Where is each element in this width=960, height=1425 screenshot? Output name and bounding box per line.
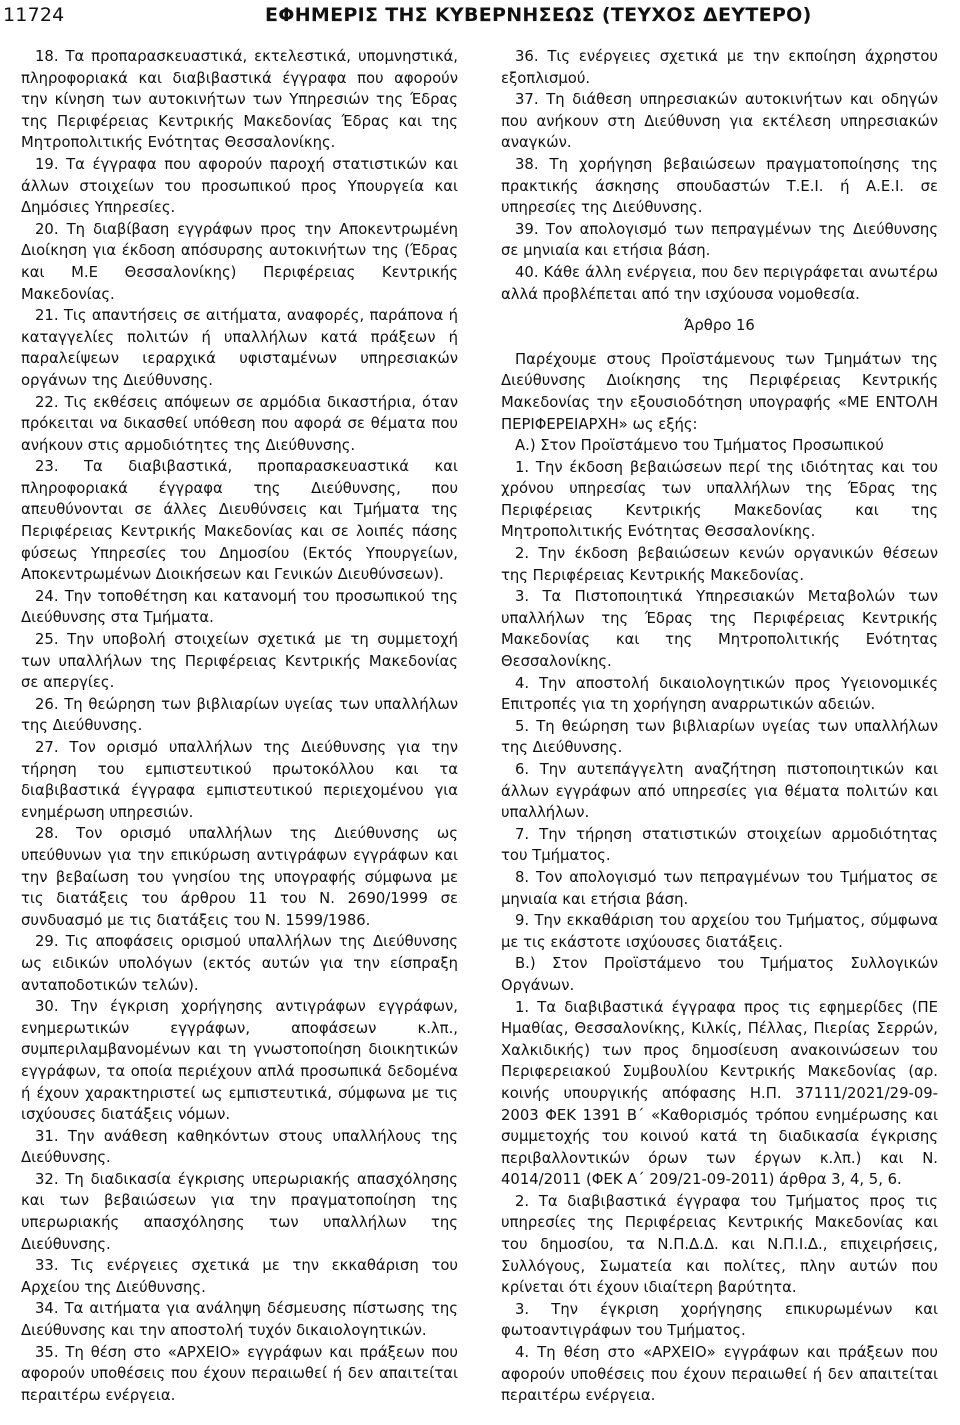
article-heading: Άρθρο 16 xyxy=(684,317,755,335)
section-a-item-2: 2. Την έκδοση βεβαιώσεων κενών οργανικών θέσεων της Περιφέρειας Κεντρικής Μακεδονίας. xyxy=(501,545,938,584)
paragraph-31: 31. Την ανάθεση καθηκόντων στους υπαλλήλους της Διεύθυνσης. xyxy=(21,1127,458,1167)
paragraph-19: 19. Τα έγγραφα που αφορούν παροχή στατιστικών και άλλων στοιχείων του προσωπικού προς Υπουργεία και Δημόσιες Υπηρεσίες. xyxy=(21,155,458,217)
section-a-item-4: 4. Την αποστολή δικαιολογητικών προς Υγειονομικές Επιτροπές για τη χορήγηση αναρρωτικών αδειών. xyxy=(501,674,938,714)
left-column xyxy=(21,46,458,1406)
paragraph-22: 22. Τις εκθέσεις απόψεων σε αρμόδια δικαστήρια, όταν πρόκειται να δικασθεί υπόθεση που αφορά σε θέματα που ανήκουν στις αρμοδιότητες της Διεύθυνσης. xyxy=(21,393,458,454)
paragraph-36: 36. Τις ενέργειες σχετικά με την εκποίηση άχρηστου εξοπλισμού. xyxy=(501,48,938,87)
section-b-item-1: 1. Τα διαβιβαστικά έγγραφα προς τις εφημερίδες (ΠΕ Ημαθίας, Θεσσαλονίκης, Κιλκίς, Πέλλας, Πιερίας Σερρών, Χαλκιδικής) των προς δημοσίευση ανακοινώσεων του Περιφερειακού Συμβουλίου Κεντρικής Μακεδονίας (αρ. κοινής υπουργικής απόφασης Η.Π. 37111/2021/29-09-2003 ΦΕΚ 1391 Β΄ «Καθορισμός τρόπου ενημέρωσης και συμμετοχής του κοινού κατά τη διαδικασία έγκρισης περιβαλλοντικών όρων των έργων κ.λπ.) και Ν. 4014/2011 (ΦΕΚ Α΄ 209/21-09-2011) άρθρα 3, 4, 5, 6. xyxy=(501,998,938,1189)
page-number: 11724 xyxy=(3,4,65,26)
paragraph-25: 25. Την υποβολή στοιχείων σχετικά με τη συμμετοχή των υπαλλήλων της Περιφέρειας Κεντρικής Μακεδονίας σε απεργίες. xyxy=(21,631,458,692)
section-a-item-1: 1. Την έκδοση βεβαιώσεων περί της ιδιότητας και του χρόνου υπηρεσίας των υπαλλήλων της Έδρας της Περιφέρειας Κεντρικής Μακεδονίας και της Μητροπολιτικής Ενότητας Θεσσαλονίκης. xyxy=(501,458,938,541)
section-b-item-4: 4. Τη θέση στο «ΑΡΧΕΙΟ» εγγράφων και πράξεων που αφορούν υποθέσεις που έχουν περαιωθεί ή δεν απαιτείται περαιτέρω ενέργεια. xyxy=(501,1344,938,1405)
paragraph-39: 39. Τον απολογισμό των πεπραγμένων της Διεύθυνσης σε μηνιαία και ετήσια βάση. xyxy=(501,220,938,260)
paragraph-28: 28. Τον ορισμό υπαλλήλων της Διεύθυνσης ως υπεύθυνων για την επικύρωση αντιγράφων εγγράφων και την βεβαίωση του γνησίου της υπογραφής σύμφωνα με τις διατάξεις του άρθρου 11 του Ν. 2690/1999 σε συνδυασμό με τις διατάξεις του Ν. 1599/1986. xyxy=(21,825,458,929)
paragraph-38: 38. Τη χορήγηση βεβαιώσεων πραγματοποίησης της πρακτικής άσκησης σπουδαστών Τ.Ε.Ι. ή Α.Ε.Ι. σε υπηρεσίες της Διεύθυνσης. xyxy=(501,155,938,217)
section-b-item-3: 3. Την έγκριση χορήγησης επικυρωμένων και φωτοαντιγράφων του Τμήματος. xyxy=(501,1300,938,1340)
paragraph-30: 30. Την έγκριση χορήγησης αντιγράφων εγγράφων, ενημερωτικών εγγράφων, αποφάσεων κ.λπ., συμπεριλαμβανομένων και τη γνωστοποίηση διοικητικών εγγράφων, τα οποία περιέχουν απλά προσωπικά δεδομένα ή έχουν χαρακτηριστεί ως εμπιστευτικά, σύμφωνα με τις ισχύουσες διατάξεις νόμων. xyxy=(21,998,458,1124)
paragraph-40: 40. Κάθε άλλη ενέργεια, που δεν περιγράφεται ανωτέρω αλλά προβλέπεται από την ισχύουσα νομοθεσία. xyxy=(501,263,938,303)
section-b-item-2: 2. Τα διαβιβαστικά έγγραφα του Τμήματος προς τις υπηρεσίες της Περιφέρειας Κεντρικής Μακεδονίας και του δημοσίου, τα Ν.Π.Δ.Δ. και Ν.Π.Ι.Δ., επιχειρήσεις, Συλλόγους, Σωματεία και πολίτες, πλην αυτών που κρίνεται ότι έχουν ιδιαίτερη βαρύτητα. xyxy=(501,1192,938,1297)
journal-title: ΕΦΗΜΕΡΙΣ ΤΗΣ ΚΥΒΕΡΝΗΣΕΩΣ (ΤΕΥΧΟΣ ΔΕΥΤΕΡΟ) xyxy=(265,4,812,26)
section-a-item-6: 6. Την αυτεπάγγελτη αναζήτηση πιστοποιητικών και άλλων εγγράφων από υπηρεσίες για θέματα πολιτών και υπαλλήλων. xyxy=(501,761,938,822)
paragraph-35: 35. Τη θέση στο «ΑΡΧΕΙΟ» εγγράφων και πράξεων που αφορούν υποθέσεις που έχουν περαιωθεί ή δεν απαιτείται περαιτέρω ενέργεια. xyxy=(21,1343,458,1404)
section-b-heading: Β.) Στον Προϊστάμενο του Τμήματος Συλλογικών Οργάνων. xyxy=(501,955,938,994)
paragraph-27: 27. Τον ορισμό υπαλλήλων της Διεύθυνσης για την τήρηση του εμπιστευτικού πρωτοκόλλου και τα διαβιβαστικά έγγραφα εμπιστευτικού περιεχομένου για ενημέρωση υπηρεσιών. xyxy=(21,739,458,821)
section-a-item-7: 7. Την τήρηση στατιστικών στοιχείων αρμοδιότητας του Τμήματος. xyxy=(501,825,938,865)
section-a-item-5: 5. Τη θεώρηση των βιβλιαρίων υγείας των υπαλλήλων της Διεύθυνσης. xyxy=(501,717,938,757)
page-header xyxy=(0,0,960,40)
paragraph-32: 32. Τη διαδικασία έγκρισης υπερωριακής απασχόλησης και των βεβαιώσεων για την πραγματοποίηση της υπερωριακής απασχόλησης των υπαλλήλων της Διεύθυνσης. xyxy=(21,1170,458,1253)
paragraph-21: 21. Τις απαντήσεις σε αιτήματα, αναφορές, παράπονα ή καταγγελίες πολιτών ή υπαλλήλων κατά πράξεων ή παραλείψεων ιεραρχικά υφισταμένων υπηρεσιακών οργάνων της Διεύθυνσης. xyxy=(21,307,458,389)
paragraph-20: 20. Τη διαβίβαση εγγράφων προς την Αποκεντρωμένη Διοίκηση για έκδοση απόσυρσης αυτοκινήτων της (Έδρας και Μ.Ε Θεσσαλονίκης) Περιφέρειας Κεντρικής Μακεδονίας. xyxy=(21,220,458,303)
paragraph-37: 37. Τη διάθεση υπηρεσιακών αυτοκινήτων και οδηγών που ανήκουν στη Διεύθυνση για εκτέλεση υπηρεσιακών αναγκών. xyxy=(501,91,938,152)
paragraph-29: 29. Τις αποφάσεις ορισμού υπαλλήλων της Διεύθυνσης ως ειδικών υπολόγων (εκτός αυτών για την είσπραξη ανταποδοτικών τελών). xyxy=(21,933,458,994)
section-a-item-3: 3. Τα Πιστοποιητικά Υπηρεσιακών Μεταβολών των υπαλλήλων της Έδρας της Περιφέρειας Κεντρικής Μακεδονίας και της Μητροπολιτικής Ενότητας Θεσσαλονίκης. xyxy=(501,588,938,671)
section-a-item-8: 8. Τον απολογισμό των πεπραγμένων του Τμήματος σε μηνιαία και ετήσια βάση. xyxy=(501,868,938,908)
section-a-heading: Α.) Στον Προϊστάμενο του Τμήματος Προσωπικού xyxy=(515,437,884,455)
paragraph-18: 18. Τα προπαρασκευαστικά, εκτελεστικά, υπομνηστικά, πληροφοριακά και διαβιβαστικά έγγραφα που αφορούν την κίνηση των αυτοκινήτων των Υπηρεσιών της Έδρας της Περιφέρειας Κεντρικής Μακεδονίας Έδρας και της Μητροπολιτικής Ενότητας Θεσσαλονίκης. xyxy=(21,48,458,152)
paragraph-26: 26. Τη θεώρηση των βιβλιαρίων υγείας των υπαλλήλων της Διεύθυνσης. xyxy=(21,695,458,735)
right-column xyxy=(501,46,938,1407)
article-intro: Παρέχουμε στους Προϊστάμενους των Τμημάτων της Διεύθυνσης Διοίκησης της Περιφέρειας Κεντρικής Μακεδονίας την εξουσιοδότηση υπογραφής «ΜΕ ΕΝΤΟΛΗ ΠΕΡΙΦΕΡΕΙΑΡΧΗ» ως εξής: xyxy=(501,350,938,433)
paragraph-34: 34. Τα αιτήματα για ανάληψη δέσμευσης πίστωσης της Διεύθυνσης και την αποστολή τυχόν δικαιολογητικών. xyxy=(21,1300,458,1340)
paragraph-24: 24. Την τοποθέτηση και κατανομή του προσωπικού της Διεύθυνσης στα Τμήματα. xyxy=(21,587,458,627)
paragraph-33: 33. Τις ενέργειες σχετικά με την εκκαθάριση του Αρχείου της Διεύθυνσης. xyxy=(21,1257,458,1296)
paragraph-23: 23. Τα διαβιβαστικά, προπαρασκευαστικά και πληροφοριακά έγγραφα της Διεύθυνσης, που απευθύνονται σε άλλες Διευθύνσεις και Τμήματα της Περιφέρειας Κεντρικής Μακεδονίας και σε λοιπές πάσης φύσεως Υπηρεσίες του Δημοσίου (Εκτός Υπουργείων, Αποκεντρωμένων Διοικήσεων και Γενικών Διευθύνσεων). xyxy=(21,458,458,584)
section-a-item-9: 9. Την εκκαθάριση του αρχείου του Τμήματος, σύμφωνα με τις εκάστοτε ισχύουσες διατάξεις. xyxy=(501,912,938,951)
